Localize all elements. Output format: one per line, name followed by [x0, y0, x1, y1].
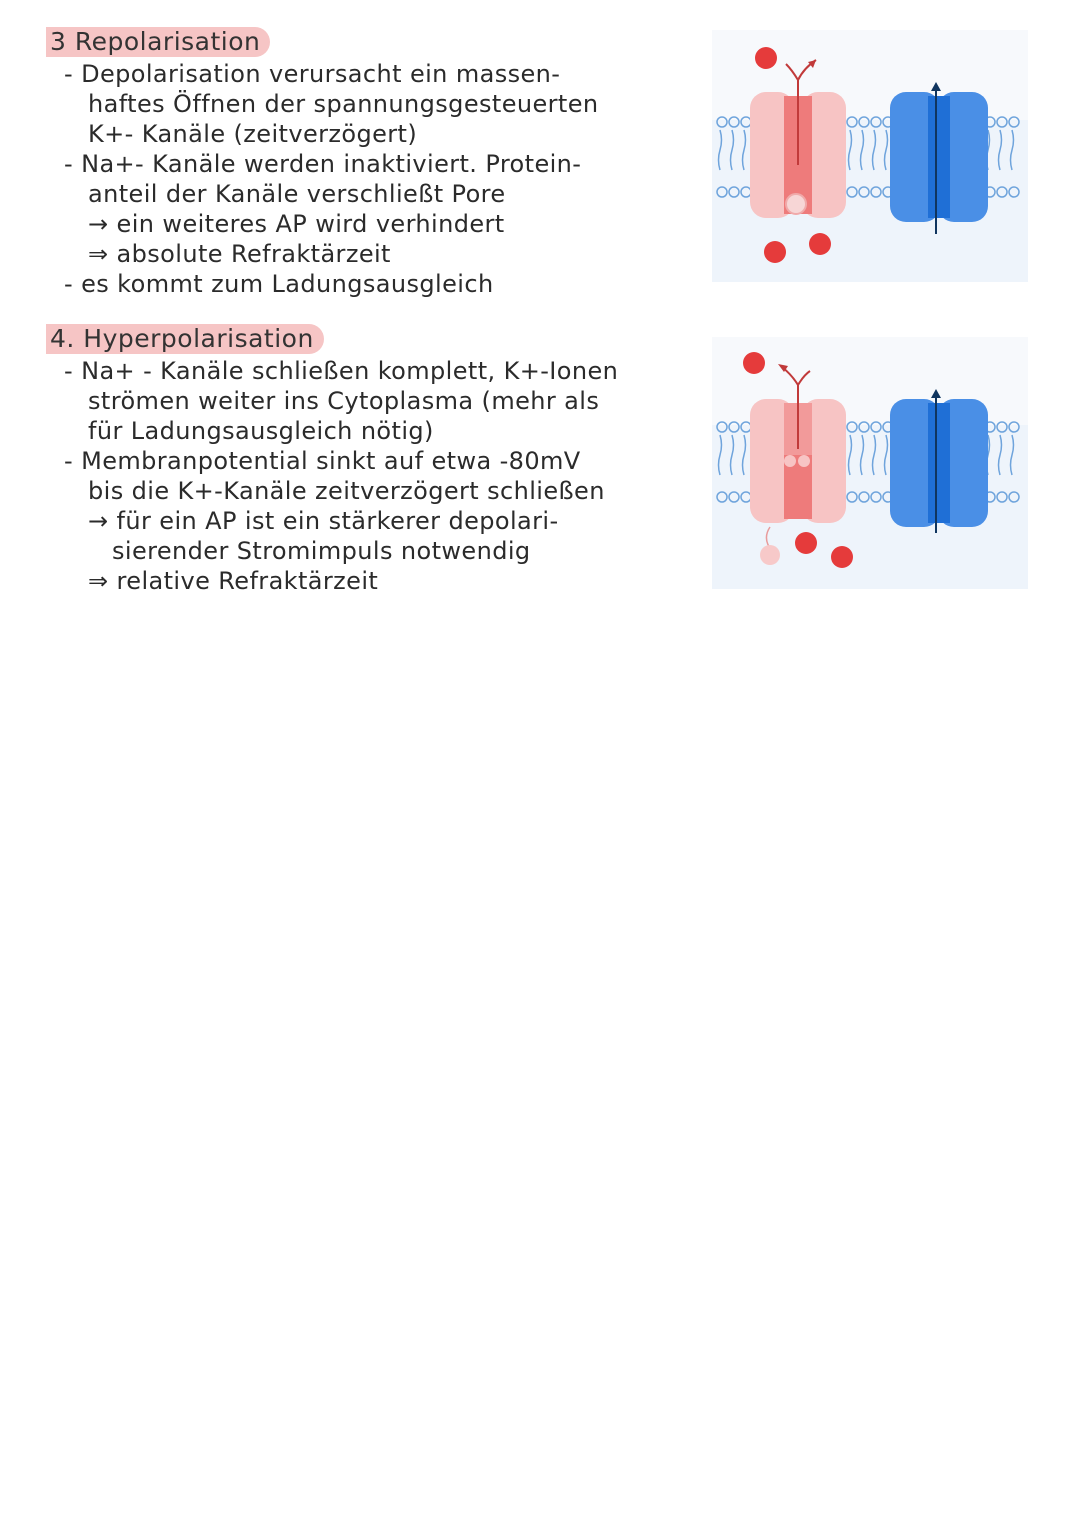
na-ion — [755, 47, 777, 69]
note-line: bis die K+-Kanäle zeitverzögert schließen — [88, 477, 605, 505]
inactivation-ball — [786, 194, 806, 214]
na-ion — [764, 241, 786, 263]
hyperpolarisation-channel-diagram — [712, 337, 1028, 589]
note-line: - es kommt zum Ladungsausgleich — [64, 270, 494, 298]
note-line: K+- Kanäle (zeitverzögert) — [88, 120, 418, 148]
na-ion — [809, 233, 831, 255]
note-line: → für ein AP ist ein stärkerer depolari- — [88, 507, 559, 535]
note-line: für Ladungsausgleich nötig) — [88, 417, 434, 445]
note-line: - Na+ - Kanäle schließen komplett, K+-Ionen — [64, 357, 619, 385]
note-line: → ein weiteres AP wird verhindert — [88, 210, 505, 238]
note-line: ⇒ relative Refraktärzeit — [88, 567, 379, 595]
note-line: haftes Öffnen der spannungsgesteuerten — [88, 90, 599, 118]
note-line: sierender Stromimpuls notwendig — [112, 537, 531, 565]
section-hyperpolarisation — [46, 324, 696, 596]
k-channel — [890, 389, 988, 533]
na-ion — [831, 546, 853, 568]
inactivation-ball — [760, 545, 780, 565]
k-channel — [890, 82, 988, 234]
note-line: - Depolarisation verursacht ein massen- — [64, 60, 561, 88]
repolarisation-channel-diagram — [712, 30, 1028, 282]
membrane-illustration — [712, 337, 1028, 589]
note-line: ⇒ absolute Refraktärzeit — [88, 240, 391, 268]
section-repolarisation — [46, 27, 696, 299]
section-heading: 4. Hyperpolarisation — [46, 324, 324, 354]
note-line: - Membranpotential sinkt auf etwa -80mV — [64, 447, 581, 475]
note-lines — [46, 356, 696, 596]
note-line: strömen weiter ins Cytoplasma (mehr als — [88, 387, 600, 415]
membrane-illustration — [712, 30, 1028, 282]
note-line: anteil der Kanäle verschließt Pore — [88, 180, 506, 208]
na-ion — [743, 352, 765, 374]
na-ion — [795, 532, 817, 554]
note-lines — [46, 59, 696, 299]
note-line: - Na+- Kanäle werden inaktiviert. Protein- — [64, 150, 582, 178]
section-heading: 3 Repolarisation — [46, 27, 270, 57]
